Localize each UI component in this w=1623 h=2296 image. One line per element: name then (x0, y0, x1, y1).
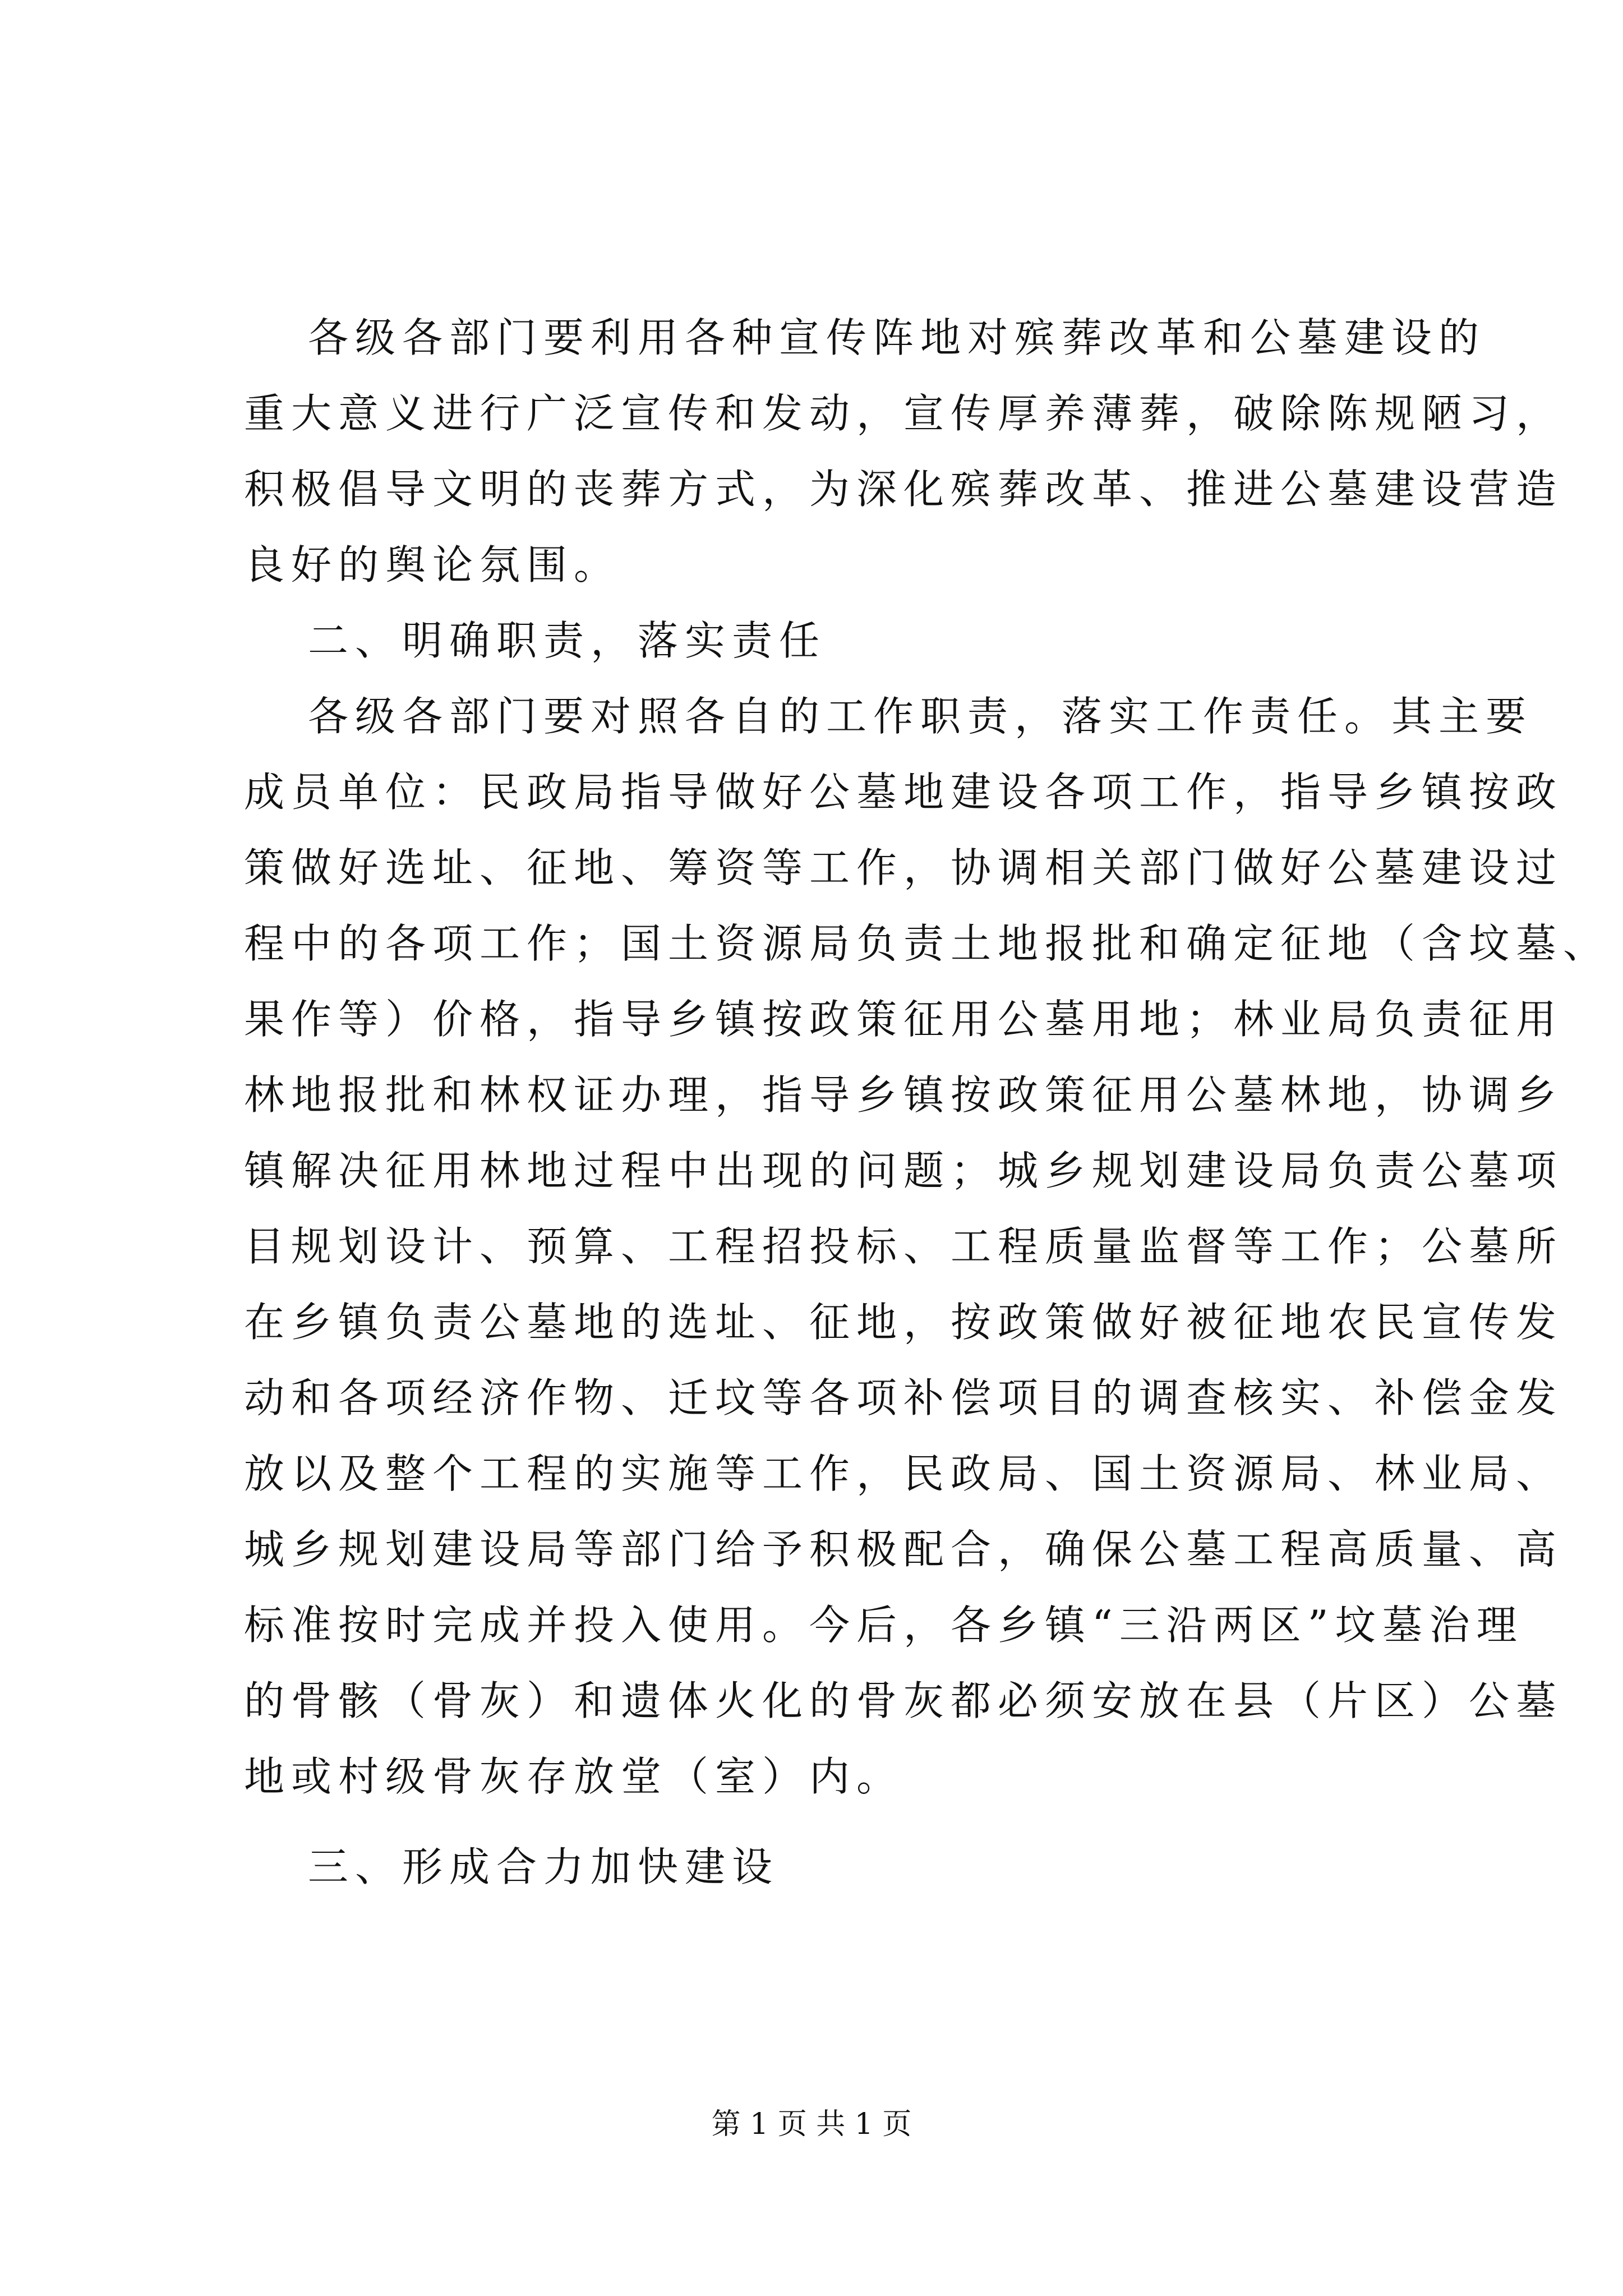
paragraph-2-line-8: 目规划设计、预算、工程招投标、工程质量监督等工作；公墓所 (244, 1223, 1564, 1270)
page-footer: 第 1 页 共 1 页 (711, 2108, 912, 2141)
section-heading-3: 三、形成合力加快建设 (308, 1843, 780, 1890)
paragraph-2-line-15: 地或村级骨灰存放堂（室）内。 (244, 1753, 904, 1800)
paragraph-2-line-1: 各级各部门要对照各自的工作职责，落实工作责任。其主要 (308, 693, 1533, 740)
paragraph-1-line-2: 重大意义进行广泛宣传和发动，宣传厚养薄葬，破除陈规陋习， (244, 390, 1564, 437)
paragraph-1-line-1: 各级各部门要利用各种宣传阵地对殡葬改革和公墓建设的 (308, 314, 1486, 361)
paragraph-2-line-12: 城乡规划建设局等部门给予积极配合，确保公墓工程高质量、高 (244, 1526, 1564, 1573)
paragraph-2-line-5: 果作等）价格，指导乡镇按政策征用公墓用地；林业局负责征用 (244, 996, 1564, 1043)
paragraph-2-line-6: 林地报批和林权证办理，指导乡镇按政策征用公墓林地，协调乡 (244, 1071, 1564, 1119)
paragraph-2-line-9: 在乡镇负责公墓地的选址、征地，按政策做好被征地农民宣传发 (244, 1299, 1564, 1346)
paragraph-1-line-3: 积极倡导文明的丧葬方式，为深化殡葬改革、推进公墓建设营造 (244, 466, 1564, 513)
paragraph-2-line-3: 策做好选址、征地、筹资等工作，协调相关部门做好公墓建设过 (244, 844, 1564, 891)
paragraph-2-line-7: 镇解决征用林地过程中出现的问题；城乡规划建设局负责公墓项 (244, 1147, 1564, 1194)
paragraph-2-line-2: 成员单位：民政局指导做好公墓地建设各项工作，指导乡镇按政 (244, 769, 1564, 816)
section-heading-2: 二、明确职责，落实责任 (308, 617, 827, 664)
document-body (244, 300, 1611, 1905)
paragraph-2-line-11: 放以及整个工程的实施等工作，民政局、国土资源局、林业局、 (244, 1450, 1564, 1497)
paragraph-2-line-4: 程中的各项工作；国土资源局负责土地报批和确定征地（含坟墓、 (244, 920, 1611, 967)
paragraph-2-line-10: 动和各项经济作物、迁坟等各项补偿项目的调查核实、补偿金发 (244, 1374, 1564, 1421)
paragraph-2-line-14: 的骨骸（骨灰）和遗体火化的骨灰都必须安放在县（片区）公墓 (244, 1677, 1564, 1724)
paragraph-2-line-13: 标准按时完成并投入使用。今后，各乡镇“三沿两区”坟墓治理 (244, 1602, 1524, 1649)
paragraph-1-line-4: 良好的舆论氛围。 (244, 541, 621, 588)
